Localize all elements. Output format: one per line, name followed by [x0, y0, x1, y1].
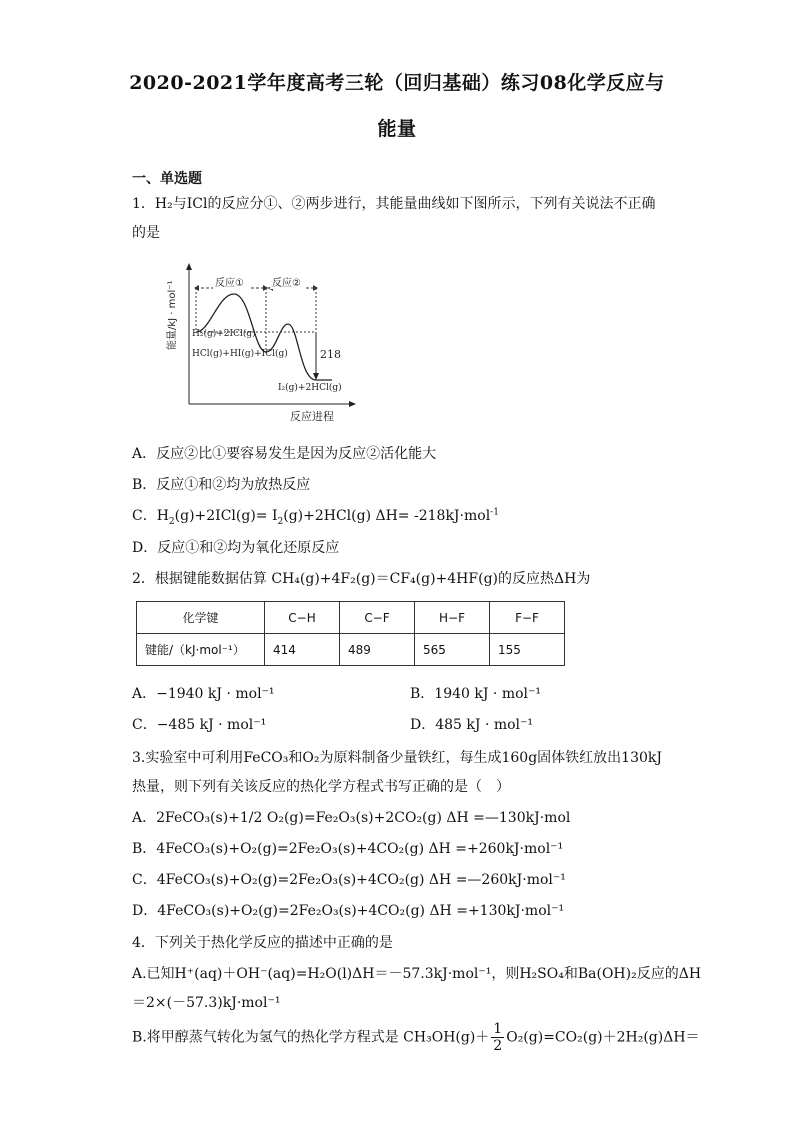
table-row	[137, 602, 565, 634]
q2-option-c: C．−485 kJ · mol⁻¹	[132, 717, 267, 733]
q3-option-d: D．4FeCO₃(s)+O₂(g)=2Fe₂O₃(s)+4CO₂(g) ΔH =+130kJ·mol⁻¹	[132, 903, 565, 919]
q1-option-d: D．反应①和②均为氧化还原反应	[132, 540, 340, 556]
q4-stem: 4．下列关于热化学反应的描述中正确的是	[132, 935, 393, 951]
table-cell: 565	[415, 634, 490, 666]
fraction	[491, 1021, 504, 1054]
q3-stem-line2: 热量，则下列有关该反应的热化学方程式书写正确的是（ ）	[132, 779, 510, 795]
step2-label: 反应②	[272, 278, 301, 289]
table-cell: 155	[490, 634, 565, 666]
delta-value: 218	[320, 348, 341, 361]
table-cell: 414	[265, 634, 340, 666]
q1-option-b: B．反应①和②均为放热反应	[132, 477, 311, 493]
y-axis-arrow-icon	[186, 263, 192, 270]
q3-option-a: A．2FeCO₃(s)+1/2 O₂(g)=Fe₂O₃(s)+2CO₂(g) ΔH =—130kJ·mol	[132, 810, 571, 826]
table-header-cell: F−F	[490, 602, 565, 634]
delta-arrow-icon	[313, 373, 319, 380]
q1-option-c-part2: (g)+2ICl(g)= I	[174, 508, 278, 524]
document-title-line2: 能量	[377, 118, 417, 140]
q3-stem-line1: 3.实验室中可利用FeCO₃和O₂为原料制备少量铁红，每生成160g固体铁红放出130kJ	[132, 750, 662, 766]
table-header-cell: C−F	[340, 602, 415, 634]
document-title-line1: 2020-2021学年度高考三轮（回归基础）练习08化学反应与	[129, 72, 665, 94]
step1-label: 反应①	[215, 278, 244, 289]
q3-option-b: B．4FeCO₃(s)+O₂(g)=2Fe₂O₃(s)+4CO₂(g) ΔH =+260kJ·mol⁻¹	[132, 841, 564, 857]
q4-option-b-part1: B.将甲醇蒸气转化为氢气的热化学方程式是 CH₃OH(g)＋	[132, 1029, 490, 1046]
q2-option-b: B．1940 kJ · mol⁻¹	[410, 686, 541, 702]
table-row-label: 键能/（kJ·mol⁻¹）	[137, 634, 265, 666]
q1-stem-line2: 的是	[132, 225, 160, 241]
table-row	[137, 634, 565, 666]
q4-option-b-part2: O₂(g)=CO₂(g)＋2H₂(g)ΔH＝	[506, 1029, 700, 1046]
q4-option-a-line1: A.已知H⁺(aq)＋OH⁻(aq)=H₂O(l)ΔH＝－57.3kJ·mol⁻¹，则H₂SO₄和Ba(OH)₂反应的ΔH	[132, 966, 702, 982]
q1-option-c-part3: (g)+2HCl(g) ΔH= -218kJ·mol	[283, 508, 491, 524]
q1-option-c: C．$H_2(g)+2ICl(g)= I_2(g)+2HCl(g)$ ΔH= -218kJ·mol$^{-1}$	[132, 507, 499, 527]
q4-option-a-line2: ＝2×(－57.3)kJ·mol⁻¹	[132, 995, 281, 1011]
x-axis-label: 反应进程	[290, 410, 334, 423]
energy-diagram	[160, 262, 360, 430]
q1-option-c-part1: C．H	[132, 508, 169, 524]
table-header-cell: C−H	[265, 602, 340, 634]
q2-option-a: A．−1940 kJ · mol⁻¹	[132, 686, 275, 702]
q4-option-b	[132, 1021, 700, 1054]
fraction-numerator: 1	[493, 1021, 503, 1037]
table-header-cell: H−F	[415, 602, 490, 634]
q1-option-c-sup: -1	[490, 507, 499, 518]
table-header-cell: 化学键	[137, 602, 265, 634]
fraction-denominator: 2	[493, 1038, 503, 1054]
bond-energy-table	[136, 601, 565, 666]
table-cell: 489	[340, 634, 415, 666]
section-heading: 一、单选题	[132, 171, 202, 187]
q3-option-c: C．4FeCO₃(s)+O₂(g)=2Fe₂O₃(s)+4CO₂(g) ΔH =—260kJ·mol⁻¹	[132, 872, 566, 888]
q1-stem-line1: 1．H₂与ICl的反应分①、②两步进行，其能量曲线如下图所示，下列有关说法不正确	[132, 196, 656, 212]
q2-stem: 2．根据键能数据估算 CH₄(g)+4F₂(g)＝CF₄(g)+4HF(g)的反应热ΔH为	[132, 571, 591, 587]
x-axis-arrow-icon	[349, 401, 356, 407]
state1-label: H₂(g)+2ICl(g)	[192, 329, 256, 339]
y-axis-label: 能量/kJ · mol⁻¹	[167, 280, 178, 350]
q2-option-d: D．485 kJ · mol⁻¹	[410, 717, 534, 733]
q1-option-a: A．反应②比①要容易发生是因为反应②活化能大	[132, 446, 437, 462]
state3-label: I₂(g)+2HCl(g)	[278, 383, 342, 393]
state2-label: HCl(g)+HI(g)+ICl(g)	[192, 349, 288, 359]
